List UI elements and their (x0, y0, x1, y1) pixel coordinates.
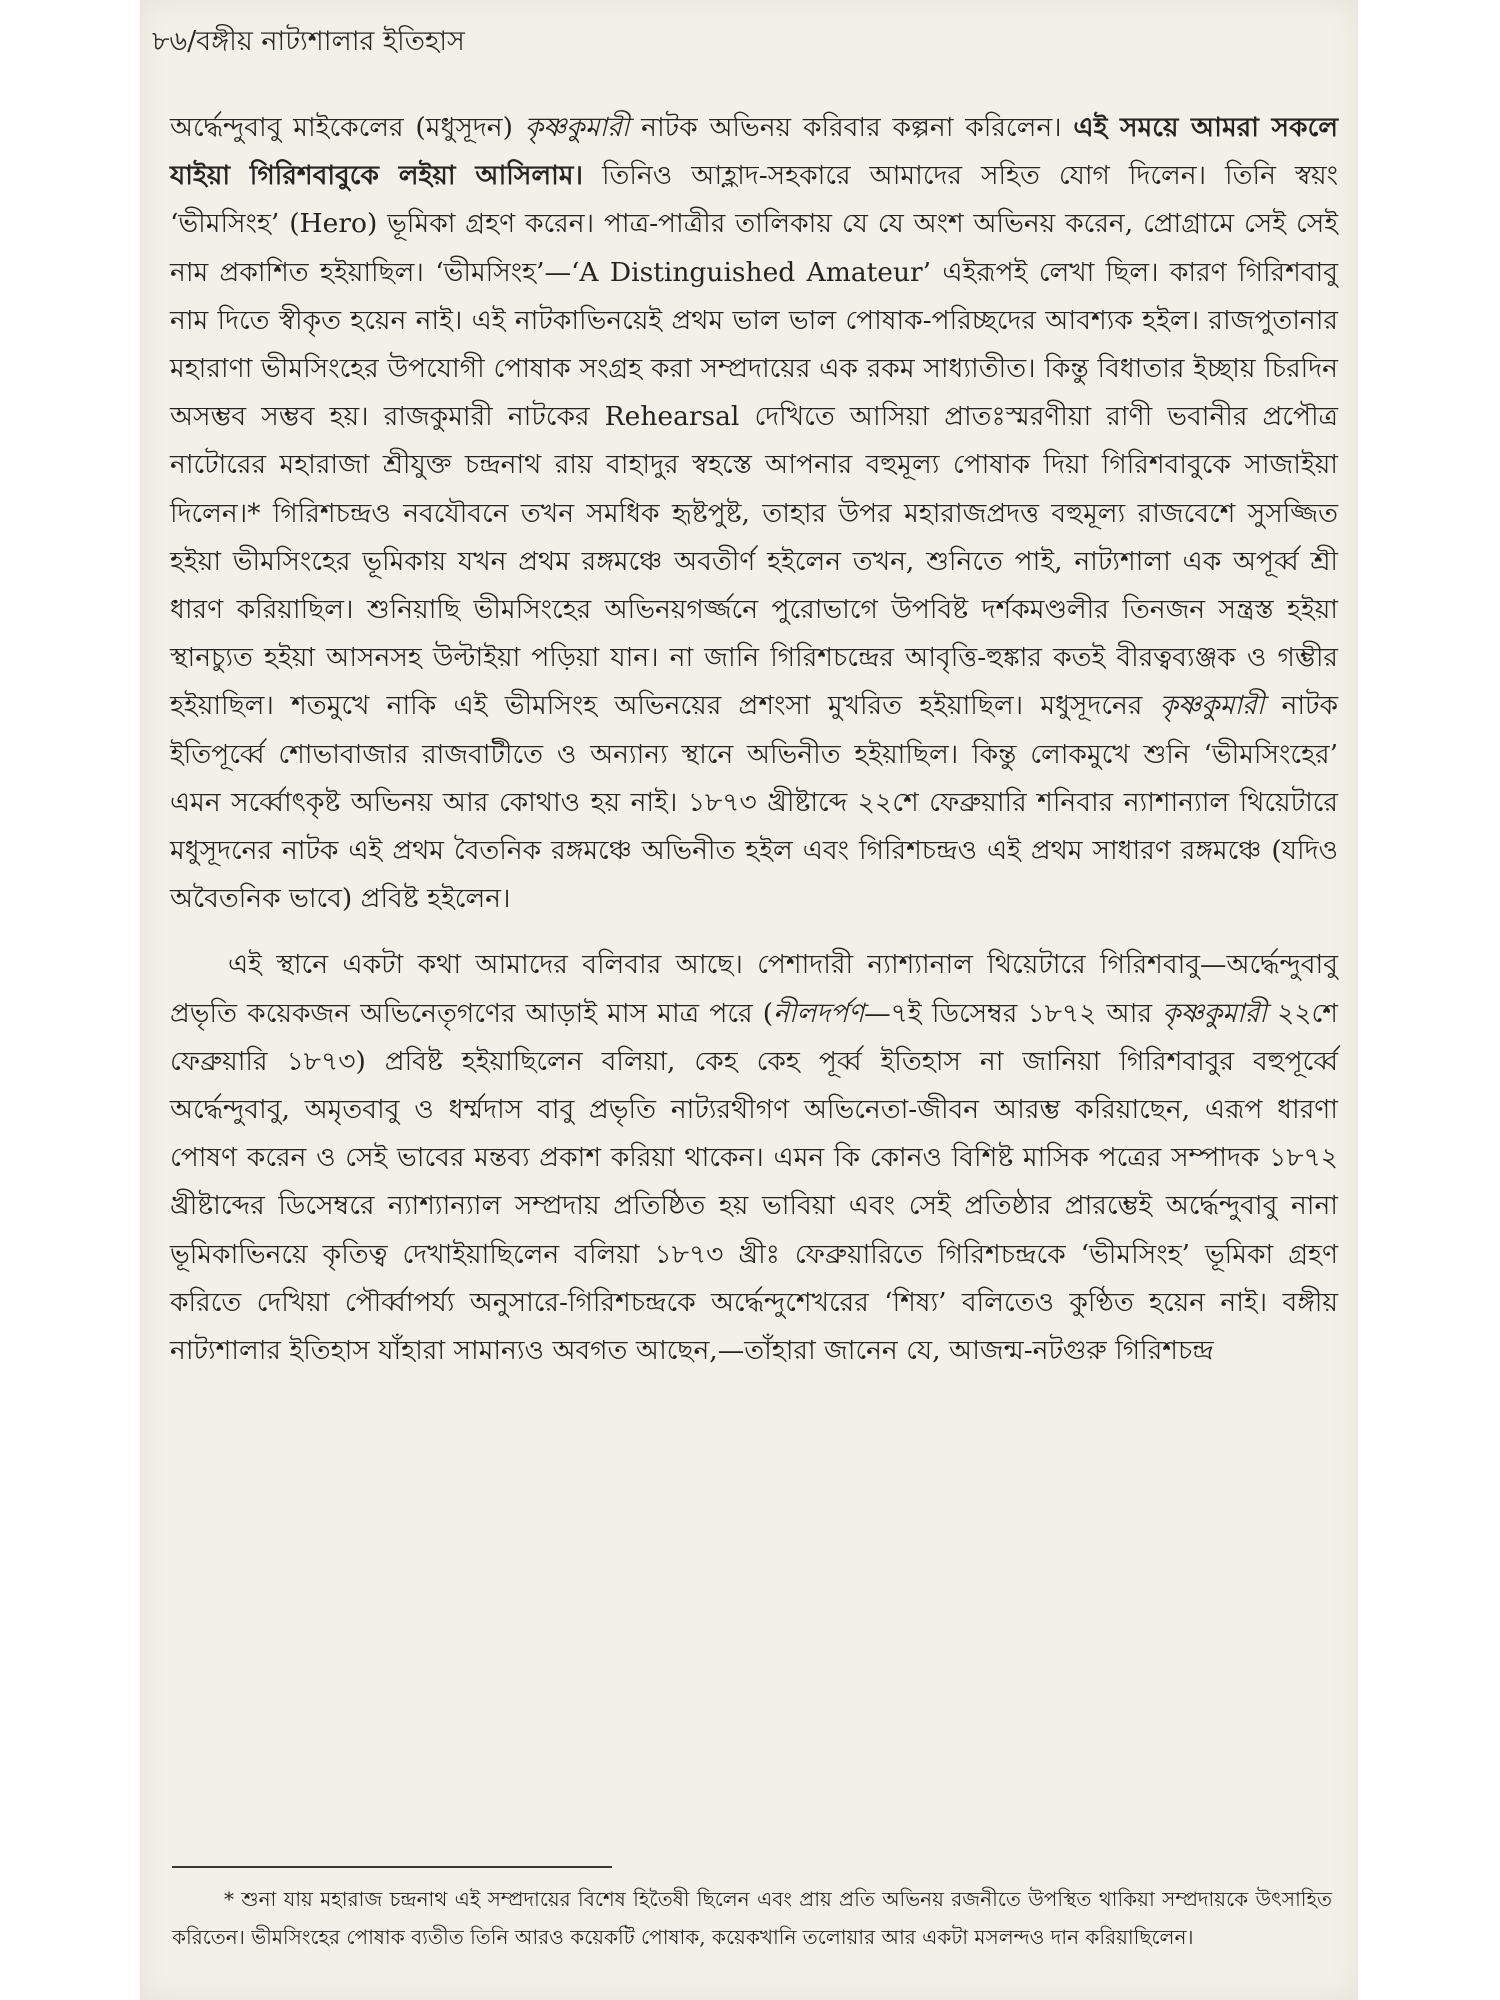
bold-sentence: এই সময়ে আমরা সকলে যাইয়া গিরিশবাবুকে লইয়া আসিলাম। (170, 112, 1338, 192)
para1-text-2: নাটক অভিনয় করিবার কল্পনা করিলেন। (629, 112, 1074, 143)
body-text (170, 104, 1338, 1375)
para1-text-1: অর্দ্ধেন্দুবাবু মাইকেলের (মধুসূদন) (170, 112, 525, 143)
para2-text-1: এই স্থানে একটা কথা আমাদের বলিবার আছে। পেশাদারী ন্যাশ্যানাল থিয়েটারে গিরিশবাবু—অর্দ্ধেন্দুবাবু প্রভৃতি কয়েকজন অভিনেতৃগণের আড়াই মাস মাত্র পরে ( (170, 949, 1338, 1029)
para1-text-3: তিনিও আহ্লাদ-সহকারে আমাদের সহিত যোগ দিলেন। তিনি স্বয়ং ‘ভীমসিংহ’ (Hero) ভূমিকা গ্রহণ করেন। পাত্র-পাত্রীর তালিকায় যে যে অংশ অভিনয় করেন, প্রোগ্রামে সেই সেই নাম প্রকাশিত হইয়াছিল। ‘ভীমসিংহ’—‘A Distinguished Amateur’ এইরূপই লেখা ছিল। কারণ গিরিশবাবু নাম দিতে স্বীকৃত হয়েন নাই। এই নাটকাভিনয়েই প্রথম ভাল ভাল পোষাক-পরিচ্ছদের আবশ্যক হইল। রাজপুতানার মহারাণা ভীমসিংহের উপযোগী পোষাক সংগ্রহ করা সম্প্রদায়ের এক রকম সাধ্যাতীত। কিন্তু বিধাতার ইচ্ছায় চিরদিন অসম্ভব সম্ভব হয়। রাজকুমারী নাটকের Rehearsal দেখিতে আসিয়া প্রাতঃস্মরণীয়া রাণী ভবানীর প্রপৌত্র নাটোরের মহারাজা শ্রীযুক্ত চন্দ্রনাথ রায় বাহাদুর স্বহস্তে আপনার বহুমূল্য পোষাক দিয়া গিরিশবাবুকে সাজাইয়া দিলেন।* গিরিশচন্দ্রও নবযৌবনে তখন সমধিক হৃষ্টপুষ্ট, তাহার উপর মহারাজপ্রদত্ত বহুমূল্য রাজবেশে সুসজ্জিত হইয়া ভীমসিংহের ভূমিকায় যখন প্রথম রঙ্গমঞ্চে অবতীর্ণ হইলেন তখন, শুনিতে পাই, নাট্যশালা এক অপূর্ব্ব শ্রী ধারণ করিয়াছিল। শুনিয়াছি ভীমসিংহের অভিনয়গর্জ্জনে পুরোভাগে উপবিষ্ট দর্শকমণ্ডলীর তিনজন সন্ত্রস্ত হইয়া স্থানচ্যুত হইয়া আসনসহ উল্টাইয়া পড়িয়া যান। না জানি গিরিশচন্দ্রের আবৃত্তি-হুঙ্কার কতই বীরত্বব্যঞ্জক ও গম্ভীর হইয়াছিল। শতমুখে নাকি এই ভীমসিংহ অভিনয়ের প্রশংসা মুখরিত হইয়াছিল। মধুসূদনের (170, 160, 1339, 722)
para2-text-3: ২২শে ফেব্রুয়ারি ১৮৭৩) প্রবিষ্ট হইয়াছিলেন বলিয়া, কেহ কেহ পূর্ব্ব ইতিহাস না জানিয়া গিরিশবাবুর বহুপূর্ব্বে অর্দ্ধেন্দুবাবু, অমৃতবাবু ও ধর্ম্মদাস বাবু প্রভৃতি নাট্যরথীগণ অভিনেতা-জীবন আরম্ভ করিয়াছেন, এরূপ ধারণা পোষণ করেন ও সেই ভাবের মন্তব্য প্রকাশ করিয়া থাকেন। এমন কি কোনও বিশিষ্ট মাসিক পত্রের সম্পাদক ১৮৭২ খ্রীষ্টাব্দের ডিসেম্বরে ন্যাশ্যান্যাল সম্প্রদায় প্রতিষ্ঠিত হয় ভাবিয়া এবং সেই প্রতিষ্ঠার প্রারম্ভেই অর্দ্ধেন্দুবাবু নানা ভূমিকাভিনয়ে কৃতিত্ব দেখাইয়াছিলেন বলিয়া ১৮৭৩ খ্রীঃ ফেব্রুয়ারিতে গিরিশচন্দ্রকে ‘ভীমসিংহ’ ভূমিকা গ্রহণ করিতে দেখিয়া পৌর্ব্বাপর্য্য অনুসারে-গিরিশচন্দ্রকে অর্দ্ধেন্দুশেখরের ‘শিষ্য’ বলিতেও কুণ্ঠিত হয়েন নাই। বঙ্গীয় নাট্যশালার ইতিহাস যাঁহারা সামান্যও অবগত আছেন,—তাঁহারা জানেন যে, আজন্ম-নটগুরু গিরিশচন্দ্র (170, 997, 1338, 1367)
paragraph-2 (170, 941, 1338, 1375)
running-head: ৮৬/বঙ্গীয় নাট্যশালার ইতিহাস (152, 26, 465, 57)
paragraph-1 (170, 104, 1338, 923)
play-title-niladarpan: নীলদর্পণ (773, 997, 865, 1029)
play-title-krishnakumari: কৃষ্ণকুমারী (524, 112, 630, 143)
play-title-krishnakumari-2: কৃষ্ণকুমারী (1159, 690, 1265, 722)
para1-text-4: নাটক ইতিপূর্ব্বে শোভাবাজার রাজবাটীতে ও অন্যান্য স্থানে অভিনীত হইয়াছিল। কিন্তু লোকমুখে শুনি ‘ভীমসিংহের’ এমন সর্ব্বোৎকৃষ্ট অভিনয় আর কোথাও হয় নাই। ১৮৭৩ খ্রীষ্টাব্দে ২২শে ফেব্রুয়ারি শনিবার ন্যাশান্যাল থিয়েটারে মধুসূদনের নাটক এই প্রথম বৈতনিক রঙ্গমঞ্চে অভিনীত হইল এবং গিরিশচন্দ্রও এই প্রথম সাধারণ রঙ্গমঞ্চে (যদিও অবৈতনিক ভাবে) প্রবিষ্ট হইলেন। (170, 690, 1338, 915)
footnote-rule (172, 1866, 612, 1868)
para2-text-2: —৭ই ডিসেম্বর ১৮৭২ আর (864, 997, 1163, 1029)
play-title-krishnakumari-3: কৃষ্ণকুমারী (1162, 997, 1267, 1029)
footnote: * শুনা যায় মহারাজ চন্দ্রনাথ এই সম্প্রদায়ের বিশেষ হিতৈষী ছিলেন এবং প্রায় প্রতি অভিনয় রজনীতে উপস্থিত থাকিয়া সম্প্রদায়কে উৎসাহিত করিতেন। ভীমসিংহের পোষাক ব্যতীত তিনি আরও কয়েকটি পোষাক, কয়েকখানি তলোয়ার আর একটা মসলন্দও দান করিয়াছিলেন। (172, 1887, 1332, 1949)
